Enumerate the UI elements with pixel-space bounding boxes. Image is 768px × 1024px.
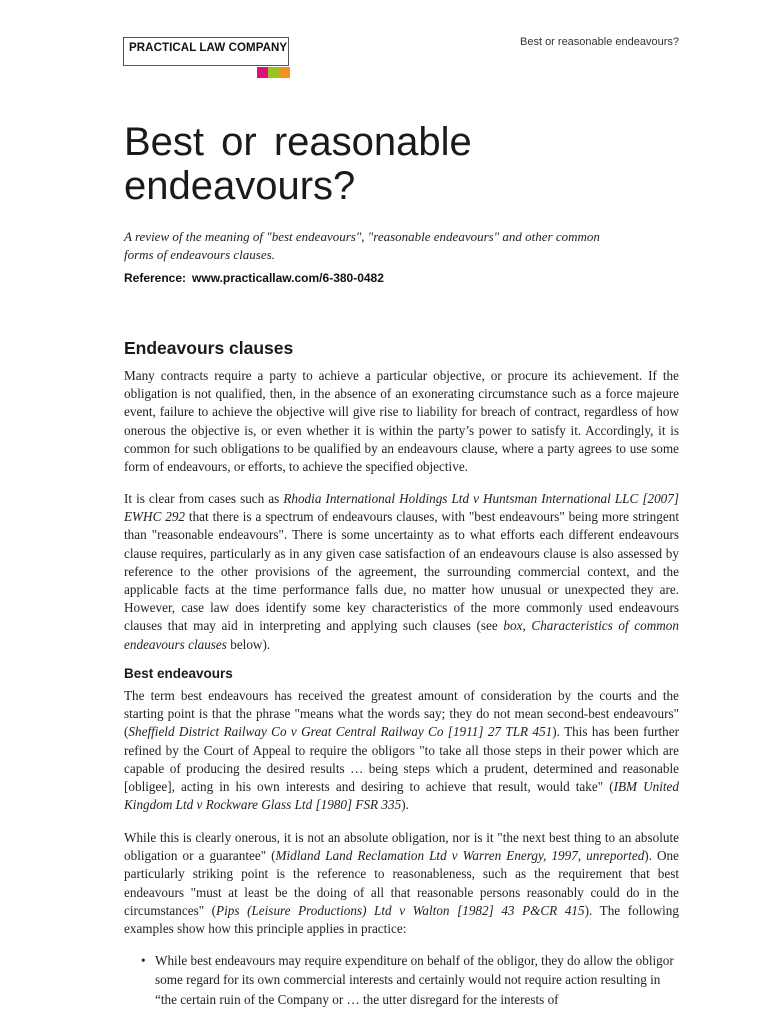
subtitle-line-2: forms of endeavours clauses. <box>124 246 275 262</box>
paragraph-not-absolute <box>124 829 679 938</box>
text-run: ). <box>401 797 409 813</box>
case-citation: Midland Land Reclamation Ltd v Warren Energy, 1997, unreported <box>275 848 645 864</box>
logo-text: PRACTICAL LAW COMPANY <box>129 42 288 54</box>
list-item-text: While best endeavours may require expenditure on behalf of the obligor, they do allow the obligor some regard for its own commercial interests and certainly would not require action resulting in “the certain ruin of the Company or … the utter disregard for the interests of <box>155 953 674 1007</box>
case-citation: Sheffield District Railway Co v Great Central Railway Co [1911] 27 TLR 451 <box>128 724 553 740</box>
reference-line <box>124 271 384 285</box>
reference-link[interactable]: www.practicallaw.com/6-380-0482 <box>192 271 384 285</box>
logo-block-green <box>268 67 279 78</box>
reference-label: Reference: <box>124 271 187 285</box>
text-run: ). This has been further refined by the Court of Appeal to require the obligors "to take all those steps in their power which are capable of producing the desired results … being steps which a prudent, determined and reasonable [obligee], acting in his own interests and desiring to achieve that result, would take" ( <box>124 724 679 795</box>
document-title <box>124 120 604 208</box>
title-line-1: Best or reasonable <box>124 120 472 164</box>
subtitle-line-1: A review of the meaning of "best endeavours", "reasonable endeavours" and other common <box>124 229 600 244</box>
paragraph-best-endeavours <box>124 687 679 814</box>
case-citation: Rhodia International Holdings Ltd v Huntsman International LLC [2007] EWHC 292 <box>124 491 679 525</box>
logo-color-blocks <box>257 67 290 78</box>
text-run: ). One particularly striking point is the reference to reasonableness, such as the requirement that best endeavours "must at least be the doing of all that reasonable persons reasonably could do in the circumstances" ( <box>124 848 679 918</box>
text-run: The term best endeavours has received the greatest amount of consideration by the courts and the starting point is that the phrase "means what the words say; they do not mean second-best endeavours" ( <box>124 688 679 740</box>
text-run: While this is clearly onerous, it is not an absolute obligation, nor is it "the next best thing to an absolute obligation or a guarantee" ( <box>124 830 679 864</box>
document-subtitle <box>124 228 664 263</box>
case-citation: IBM United Kingdom Ltd v Rockware Glass Ltd [1980] FSR 335 <box>124 779 679 813</box>
publisher-logo <box>123 37 289 66</box>
text-run: ). The following examples show how this principle applies in practice: <box>124 902 679 937</box>
paragraph-spectrum <box>124 490 679 654</box>
case-citation: Pips (Leisure Productions) Ltd v Walton [1982] 43 P&CR 415 <box>216 902 585 918</box>
section-heading-endeavours-clauses: Endeavours clauses <box>124 338 294 358</box>
text-run: It is clear from cases such as <box>124 491 284 506</box>
text-run: below). <box>226 636 271 652</box>
paragraph-intro: Many contracts require a party to achieve a particular objective, or procure its achievement. If the obligation is not qualified, then, in the absence of an exonerating circumstance such as a force majeure event, failure to achieve the objective will give rise to liability for breach of contract, regardless of how onerous the objective is, or even whether it is within the party’s power to satisfy it. Accordingly, it is common for such obligations to be qualified by an endeavours clause, where a party agrees to use some form of endeavours, or efforts, to achieve the specified objective. <box>124 368 679 475</box>
box-cross-reference: box, Characteristics of common endeavours clauses <box>124 618 679 652</box>
logo-block-orange <box>279 67 290 78</box>
title-line-2: endeavours? <box>124 164 356 208</box>
bullet-marker: • <box>141 953 146 968</box>
running-header-title: Best or reasonable endeavours? <box>520 36 679 48</box>
subheading-best-endeavours: Best endeavours <box>124 666 233 681</box>
list-item <box>124 951 679 1009</box>
text-run: that there is a spectrum of endeavours clauses, with "best endeavours" being more stringent than "reasonable endeavours". There is some uncertainty as to what efforts each different endeavours clause requires, particularly as in any given case satisfaction of an endeavours clause is also assessed by reference to the other provisions of the agreement, the surrounding commercial context, and the applicable facts at the time performance falls due, no matter how unusual or unexpected they are. However, case law does identify some key characteristics of the more commonly used endeavours clauses that may aid in interpreting and applying such clauses (see <box>124 509 679 634</box>
logo-block-magenta <box>257 67 268 78</box>
